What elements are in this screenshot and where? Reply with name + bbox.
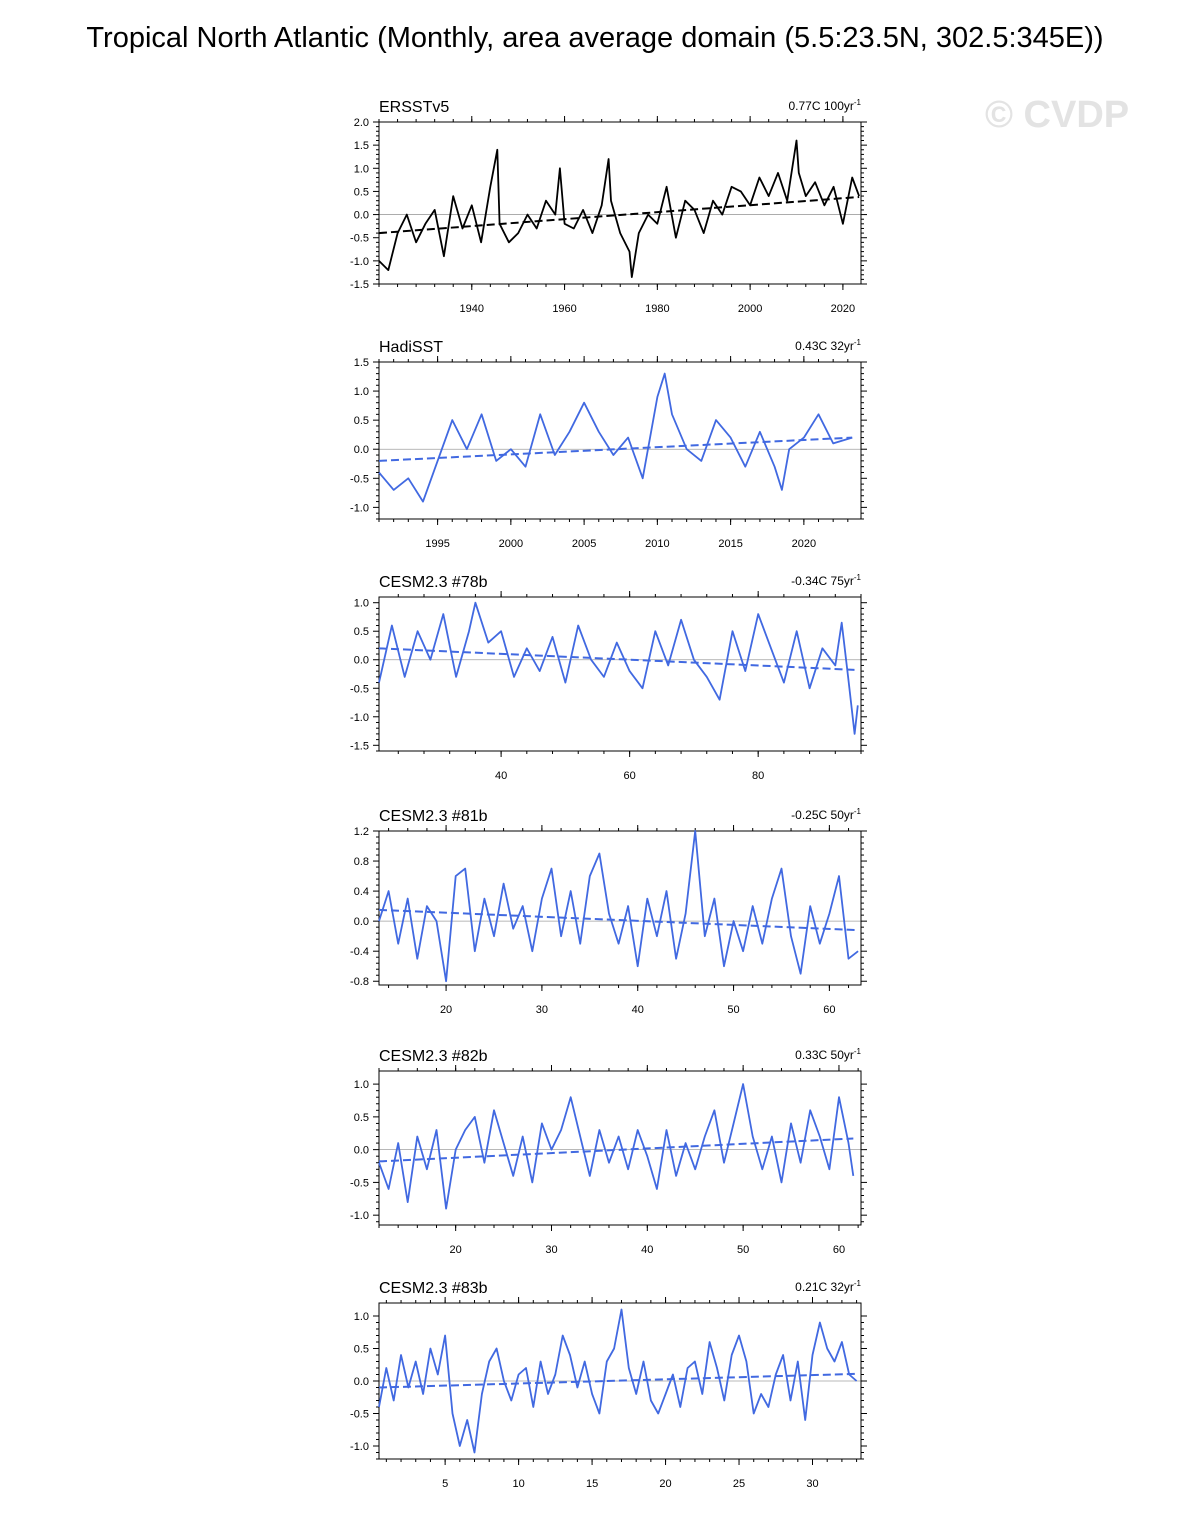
x-tick-label: 2020 bbox=[791, 538, 817, 550]
x-tick-label: 2005 bbox=[571, 538, 597, 550]
page-title: Tropical North Atlantic (Monthly, area average domain (5.5:23.5N, 302.5:345E)) bbox=[86, 22, 1104, 54]
x-tick-label: 1940 bbox=[459, 303, 485, 315]
x-tick-label: 2010 bbox=[645, 538, 670, 550]
trend-value: -0.34C 75yr bbox=[791, 574, 854, 588]
y-tick-label: 0.0 bbox=[353, 654, 369, 667]
y-tick-label: 0.4 bbox=[353, 886, 369, 899]
x-tick-label: 80 bbox=[752, 770, 765, 782]
chart-panel-6 bbox=[350, 1279, 867, 1490]
trend-value: -0.25C 50yr bbox=[791, 808, 854, 822]
watermark: © CVDP bbox=[985, 94, 1130, 136]
y-tick-label: 1.0 bbox=[353, 1079, 369, 1092]
y-tick-label: 1.0 bbox=[353, 386, 369, 399]
y-tick-label: 0.0 bbox=[353, 444, 369, 457]
trend-value: 0.43C 32yr bbox=[795, 339, 854, 353]
y-tick-label: -1.0 bbox=[350, 502, 369, 515]
x-tick-label: 1995 bbox=[425, 538, 450, 550]
x-tick-label: 2015 bbox=[718, 538, 743, 550]
trend-value: 0.21C 32yr bbox=[795, 1280, 854, 1294]
y-tick-label: 0.0 bbox=[353, 1144, 369, 1157]
y-tick-label: -0.5 bbox=[350, 232, 369, 245]
y-tick-label: 0.5 bbox=[353, 415, 369, 428]
y-tick-label: 0.0 bbox=[353, 916, 369, 929]
trend-value: 0.77C 100yr bbox=[788, 99, 854, 113]
y-tick-label: 0.5 bbox=[353, 626, 369, 639]
chart-panel-2 bbox=[350, 338, 867, 550]
plot-frame bbox=[379, 1071, 861, 1225]
trend-annotation bbox=[795, 1279, 861, 1294]
y-tick-label: -0.8 bbox=[350, 976, 369, 989]
x-tick-label: 1960 bbox=[552, 303, 577, 315]
panel-title: HadiSST bbox=[379, 339, 444, 356]
x-tick-label: 2000 bbox=[498, 538, 524, 550]
y-tick-label: 0.0 bbox=[353, 1376, 369, 1388]
x-tick-label: 5 bbox=[442, 1478, 449, 1490]
x-tick-label: 40 bbox=[631, 1004, 644, 1016]
trend-annotation bbox=[795, 338, 861, 353]
x-tick-label: 30 bbox=[535, 1004, 549, 1016]
y-tick-label: 2.0 bbox=[353, 117, 369, 129]
x-tick-label: 60 bbox=[832, 1244, 846, 1256]
x-tick-label: 10 bbox=[512, 1478, 525, 1490]
x-tick-label: 1980 bbox=[645, 303, 670, 315]
series-line bbox=[379, 1084, 853, 1209]
y-tick-label: -0.5 bbox=[350, 1408, 369, 1421]
y-tick-label: 0.0 bbox=[353, 209, 369, 222]
trend-exponent: -1 bbox=[853, 338, 861, 347]
y-tick-label: -0.5 bbox=[350, 473, 369, 486]
trend-annotation bbox=[789, 98, 862, 113]
chart-panel-3 bbox=[350, 573, 867, 782]
panel-title: ERSSTv5 bbox=[379, 99, 450, 116]
y-tick-label: -0.4 bbox=[350, 946, 369, 959]
panel-title: CESM2.3 #82b bbox=[379, 1048, 488, 1065]
y-tick-label: 1.2 bbox=[353, 826, 369, 838]
series-line bbox=[379, 603, 858, 734]
y-tick-label: 0.5 bbox=[353, 186, 369, 199]
x-tick-label: 15 bbox=[585, 1478, 599, 1490]
y-tick-label: -1.0 bbox=[350, 1210, 369, 1223]
y-tick-label: -1.0 bbox=[350, 711, 369, 724]
trend-exponent: -1 bbox=[853, 1279, 861, 1288]
x-tick-label: 25 bbox=[732, 1478, 746, 1490]
x-tick-label: 50 bbox=[727, 1004, 740, 1016]
x-tick-label: 60 bbox=[623, 770, 636, 782]
x-tick-label: 2020 bbox=[830, 303, 856, 315]
x-tick-label: 20 bbox=[449, 1244, 462, 1256]
y-tick-label: -1.5 bbox=[350, 279, 369, 291]
x-tick-label: 40 bbox=[494, 770, 508, 782]
chart-panel-1 bbox=[350, 98, 867, 315]
x-tick-label: 30 bbox=[806, 1478, 819, 1490]
plot-frame bbox=[379, 597, 861, 751]
trend-annotation bbox=[791, 807, 861, 822]
y-tick-label: 0.5 bbox=[353, 1343, 369, 1356]
trend-exponent: -1 bbox=[853, 98, 861, 107]
y-tick-label: -1.5 bbox=[350, 740, 369, 753]
plot-frame bbox=[379, 831, 861, 985]
x-tick-label: 60 bbox=[823, 1004, 836, 1016]
x-tick-label: 30 bbox=[545, 1244, 558, 1256]
trend-annotation bbox=[791, 573, 861, 588]
y-tick-label: 1.0 bbox=[353, 1311, 369, 1323]
chart-panel-4 bbox=[350, 807, 867, 1016]
x-tick-label: 20 bbox=[659, 1478, 672, 1490]
y-tick-label: 1.5 bbox=[353, 140, 369, 153]
trend-exponent: -1 bbox=[853, 807, 861, 816]
series-line bbox=[379, 141, 859, 278]
y-tick-label: 0.8 bbox=[353, 856, 369, 869]
y-tick-label: 1.5 bbox=[353, 357, 369, 369]
y-tick-label: -1.0 bbox=[350, 255, 369, 268]
x-tick-label: 50 bbox=[737, 1244, 750, 1256]
trend-annotation bbox=[795, 1047, 861, 1062]
chart-panel-5 bbox=[350, 1047, 867, 1256]
x-tick-label: 20 bbox=[439, 1004, 453, 1016]
panel-title: CESM2.3 #81b bbox=[379, 808, 488, 825]
trend-exponent: -1 bbox=[853, 573, 861, 582]
panel-title: CESM2.3 #78b bbox=[379, 574, 488, 591]
panel-title: CESM2.3 #83b bbox=[379, 1280, 488, 1297]
y-tick-label: 1.0 bbox=[353, 163, 369, 176]
y-tick-label: -1.0 bbox=[350, 1441, 369, 1453]
y-tick-label: 1.0 bbox=[353, 597, 369, 610]
trend-value: 0.33C 50yr bbox=[795, 1048, 854, 1062]
y-tick-label: 0.5 bbox=[353, 1111, 369, 1124]
trend-exponent: -1 bbox=[853, 1047, 861, 1056]
y-tick-label: -0.5 bbox=[350, 683, 369, 696]
series-line bbox=[379, 374, 852, 502]
x-tick-label: 40 bbox=[641, 1244, 654, 1256]
series-line bbox=[379, 831, 858, 981]
y-tick-label: -0.5 bbox=[350, 1177, 369, 1190]
x-tick-label: 2000 bbox=[737, 303, 763, 315]
